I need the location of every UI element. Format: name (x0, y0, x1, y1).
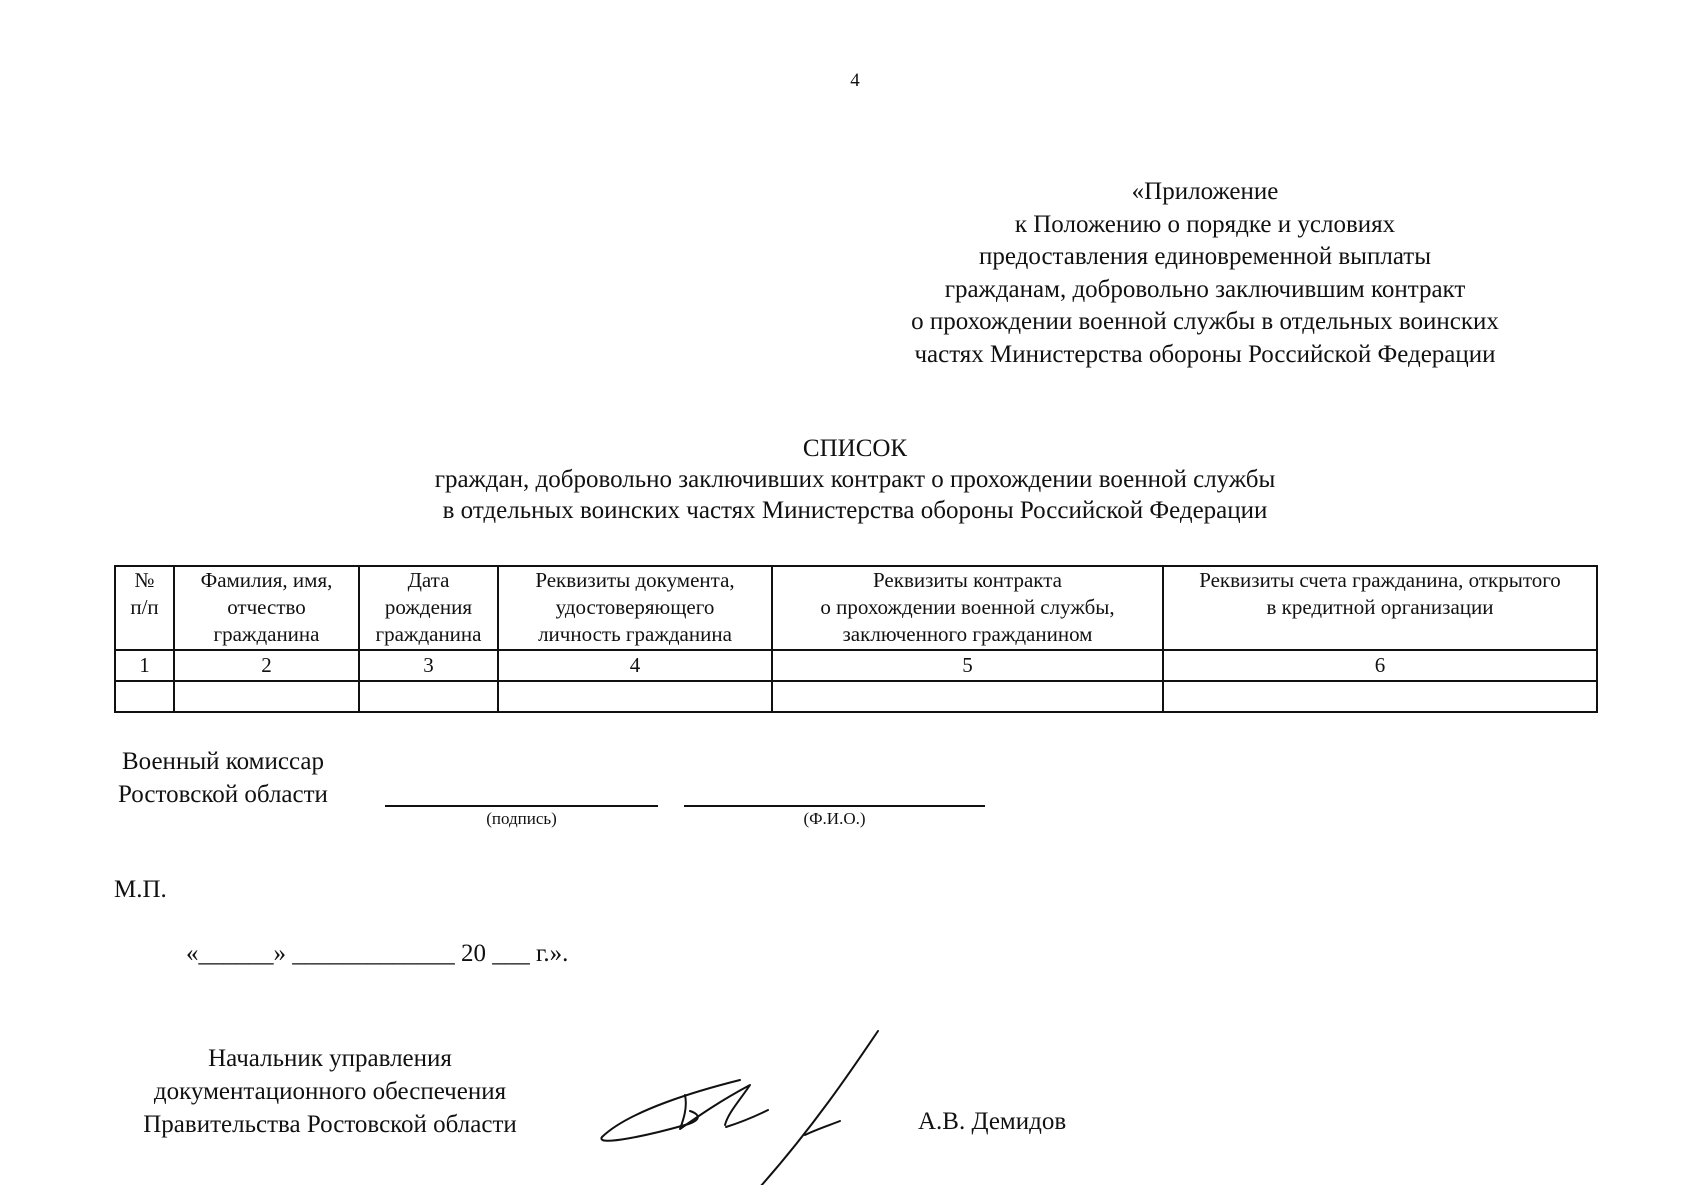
column-number: 5 (772, 650, 1163, 681)
column-number: 4 (498, 650, 772, 681)
appendix-line: гражданам, добровольно заключившим контракт (944, 275, 1466, 303)
appendix-line: «Приложение (1131, 178, 1279, 205)
column-header-birth-date: Дата рождения гражданина (359, 566, 498, 650)
table-cell (359, 681, 498, 712)
list-subtitle-line: в отдельных воинских частях Министерства обороны Российской Федерации (442, 497, 1268, 524)
column-header-identity-document: Реквизиты документа, удостоверяющего личность гражданина (498, 566, 772, 650)
appendix-line: о прохождении военной службы в отдельных воинских (911, 308, 1499, 335)
list-subtitle-line: граждан, добровольно заключивших контракт о прохождении военной службы (434, 466, 1276, 493)
signer-title (118, 745, 328, 811)
signature-caption: (подпись) (486, 809, 557, 828)
appendix-line: к Положению о порядке и условиях (1014, 210, 1396, 238)
table-column-numbers-row (115, 650, 1597, 681)
table-cell (115, 681, 174, 712)
footer-title (110, 1042, 550, 1141)
stamp-place: М.П. (114, 876, 167, 903)
column-number: 2 (174, 650, 359, 681)
footer-name: А.В. Демидов (918, 1108, 1067, 1135)
signer-title-line: Ростовской области (118, 781, 328, 808)
column-header-contract-details: Реквизиты контракта о прохождении военной службы, заключенного гражданином (772, 566, 1163, 650)
table-cell (498, 681, 772, 712)
table-cell (1163, 681, 1597, 712)
appendix-header (900, 176, 1510, 371)
footer-title-line: документационного обеспечения (153, 1078, 507, 1105)
column-number: 1 (115, 650, 174, 681)
column-header-number: № п/п (115, 566, 174, 650)
table-header-row (115, 566, 1597, 650)
page-number: 4 (850, 70, 860, 91)
table-cell (772, 681, 1163, 712)
table-row (115, 681, 1597, 712)
handwritten-signature (590, 1025, 890, 1185)
signer-title-line: Военный комиссар (121, 748, 324, 775)
footer-title-line: Начальник управления (208, 1045, 452, 1072)
column-header-full-name: Фамилия, имя, отчество гражданина (174, 566, 359, 650)
name-caption: (Ф.И.О.) (803, 809, 866, 828)
footer-title-line: Правительства Ростовской области (143, 1111, 517, 1138)
appendix-line: предоставления единовременной выплаты (978, 243, 1432, 270)
list-title (0, 433, 1698, 526)
column-header-bank-account: Реквизиты счета гражданина, открытого в кредитной организации (1163, 566, 1597, 650)
signature-line (385, 805, 658, 807)
table-cell (174, 681, 359, 712)
appendix-line: частях Министерства обороны Российской Федерации (914, 340, 1496, 368)
citizens-table (114, 565, 1598, 713)
name-line (684, 805, 985, 807)
column-number: 3 (359, 650, 498, 681)
date-line: «______» _____________ 20 ___ г.». (186, 940, 569, 967)
column-number: 6 (1163, 650, 1597, 681)
list-heading: СПИСОК (802, 435, 908, 462)
